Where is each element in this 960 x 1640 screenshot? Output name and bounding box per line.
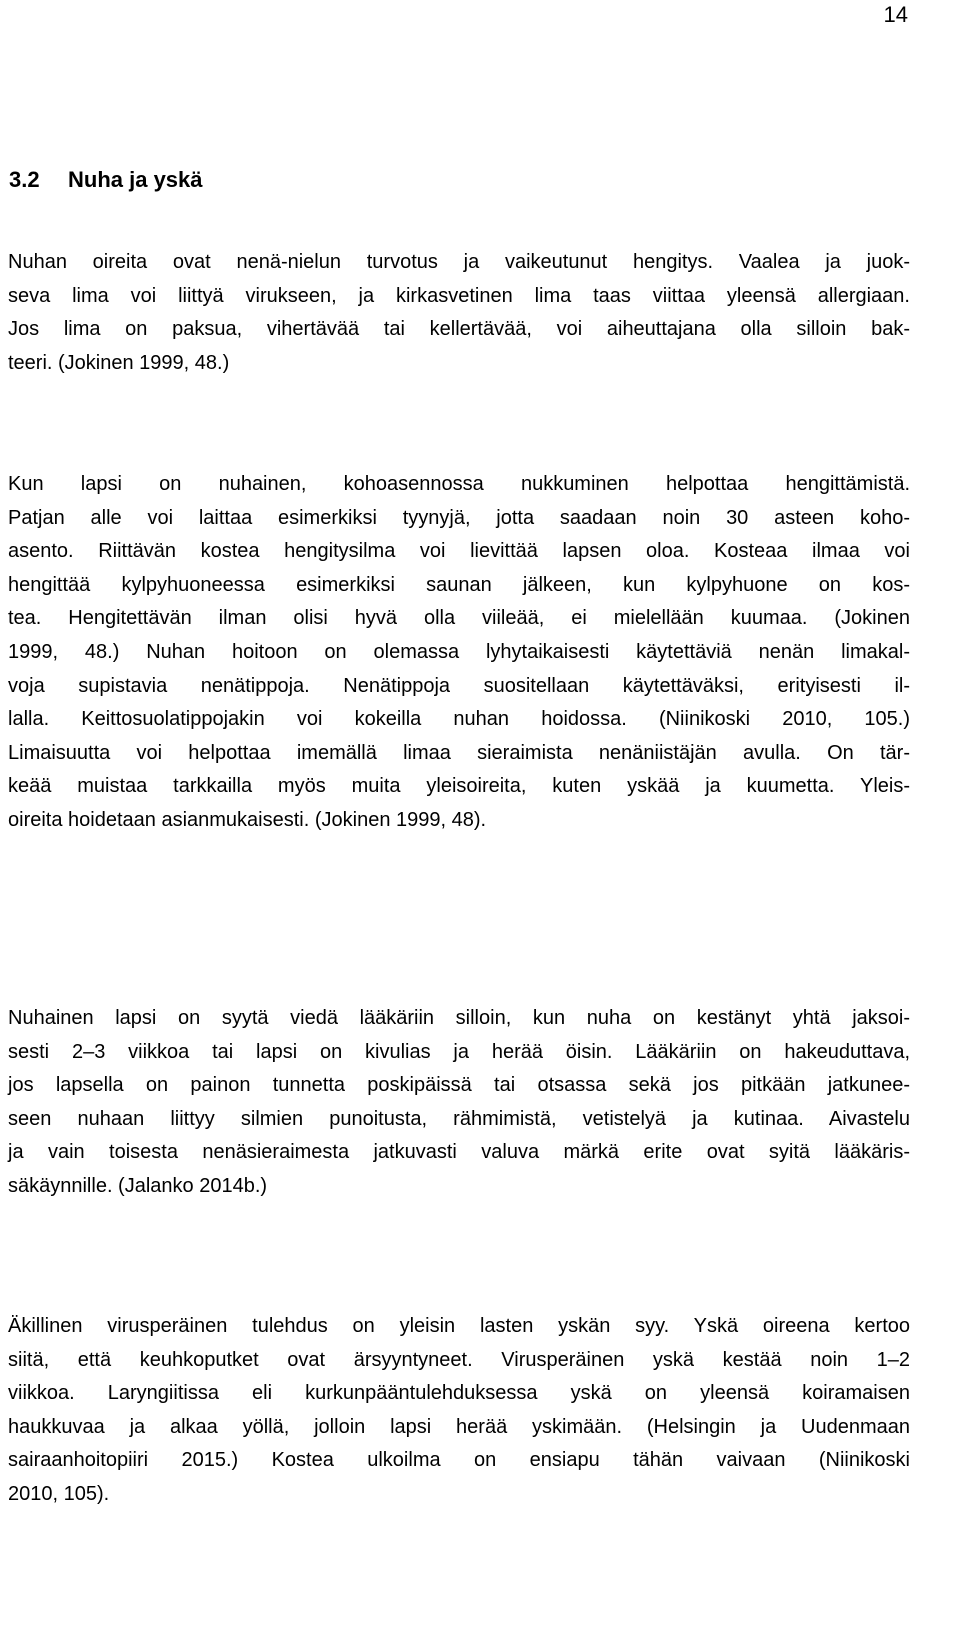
text-line: asento. Riittävän kostea hengitysilma voi lievittää lapsen oloa. Kosteaa ilmaa voi [8, 540, 910, 563]
text-line: jos lapsella on painon tunnetta poskipäissä tai otsassa sekä jos pitkään jatkunee- [8, 1074, 910, 1097]
text-line: ja vain toisesta nenäsieraimesta jatkuvasti valuva märkä erite ovat syitä lääkäris- [8, 1141, 910, 1164]
text-line: säkäynnille. (Jalanko 2014b.) [8, 1174, 268, 1197]
section-heading [9, 166, 203, 194]
text-line: oireita hoidetaan asianmukaisesti. (Jokinen 1999, 48). [8, 808, 487, 831]
text-line: 1999, 48.) Nuhan hoitoon on olemassa lyhytaikaisesti käytettäviä nenän limakal- [8, 640, 910, 663]
text-line: sesti 2–3 viikkoa tai lapsi on kivulias ja herää öisin. Lääkäriin on hakeuduttava, [8, 1040, 910, 1063]
text-line: voja supistavia nenätippoja. Nenätippoja suositellaan käytettäväksi, erityisesti il- [8, 674, 910, 697]
page-number: 14 [883, 2, 908, 27]
text-line: tea. Hengitettävän ilman olisi hyvä olla viileää, ei mielellään kuumaa. (Jokinen [8, 607, 910, 630]
text-line: haukkuvaa ja alkaa yöllä, jolloin lapsi herää yskimään. (Helsingin ja Uudenmaan [8, 1415, 910, 1438]
text-line: viikkoa. Laryngiitissa eli kurkunpääntulehduksessa yskä on yleensä koiramaisen [8, 1382, 910, 1405]
text-line: seen nuhaan liittyy silmien punoitusta, rähmimistä, vetistelyä ja kutinaa. Aivastelu [8, 1107, 910, 1130]
text-line: teeri. (Jokinen 1999, 48.) [8, 351, 230, 374]
text-line: seva lima voi liittyä virukseen, ja kirkasvetinen lima taas viittaa yleensä allergiaan. [8, 284, 910, 307]
paragraph-runny-nose-symptoms [8, 246, 910, 380]
section-number: 3.2 [9, 167, 40, 192]
paragraph-cough [8, 1310, 910, 1512]
text-line: Jos lima on paksua, vihertävää tai kellertävää, voi aiheuttajana olla silloin bak- [8, 318, 910, 341]
text-line: Limaisuutta voi helpottaa imemällä limaa sieraimista nenäniistäjän avulla. On tär- [8, 741, 910, 764]
section-title: Nuha ja yskä [68, 167, 203, 192]
text-line: keää muistaa tarkkailla myös muita yleisoireita, kuten yskää ja kuumetta. Yleis- [8, 775, 910, 798]
text-line: hengittää kylpyhuoneessa esimerkiksi saunan jälkeen, kun kylpyhuone on kos- [8, 573, 910, 596]
text-line: Kun lapsi on nuhainen, kohoasennossa nukkuminen helpottaa hengittämistä. [8, 473, 910, 495]
text-line: 2010, 105). [8, 1482, 110, 1505]
text-line: lalla. Keittosuolatippojakin voi kokeilla nuhan hoidossa. (Niinikoski 2010, 105.) [8, 708, 910, 731]
text-line: sairaanhoitopiiri 2015.) Kostea ulkoilma on ensiapu tähän vaivaan (Niinikoski [8, 1449, 910, 1472]
text-line: Patjan alle voi laittaa esimerkiksi tyynyjä, jotta saadaan noin 30 asteen koho- [8, 506, 910, 529]
paragraph-runny-nose-care [8, 468, 910, 838]
text-line: Nuhan oireita ovat nenä-nielun turvotus ja vaikeutunut hengitys. Vaalea ja juok- [8, 251, 910, 273]
text-line: Nuhainen lapsi on syytä viedä lääkäriin silloin, kun nuha on kestänyt yhtä jaksoi- [8, 1007, 910, 1029]
paragraph-when-to-see-doctor [8, 1002, 910, 1204]
text-line: Äkillinen virusperäinen tulehdus on yleisin lasten yskän syy. Yskä oireena kertoo [8, 1315, 910, 1337]
text-line: siitä, että keuhkoputket ovat ärsyyntyneet. Virusperäinen yskä kestää noin 1–2 [8, 1348, 910, 1371]
